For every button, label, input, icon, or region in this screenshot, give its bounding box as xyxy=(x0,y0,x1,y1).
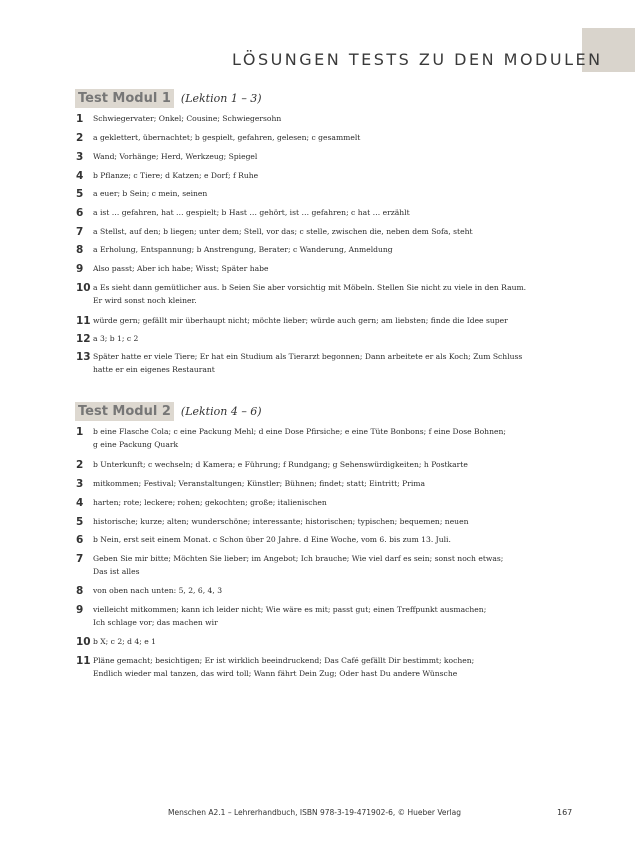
answer-text: b Pflanze; c Tiere; d Katzen; e Dorf; f Ruhe xyxy=(93,171,259,180)
answer-item xyxy=(76,533,556,546)
answer-text: b Nein, erst seit einem Monat. c Schon über 20 Jahre. d Eine Woche, vom 6. bis zum 13. Juli. xyxy=(93,535,451,544)
answer-text: Wand; Vorhänge; Herd, Werkzeug; Spiegel xyxy=(93,152,258,161)
answer-text: historische; kurze; alten; wunderschöne; interessante; historischen; typischen; bequemen; neuen xyxy=(93,517,469,526)
answer-text: b eine Flasche Cola; c eine Packung Mehl; d eine Dose Pfirsiche; e eine Tüte Bonbons; f eine Dose Bohnen; g eine Packung Quark xyxy=(93,427,506,449)
answer-item xyxy=(76,477,556,490)
answer-item xyxy=(76,458,556,471)
answer-item xyxy=(76,425,556,451)
answer-item xyxy=(76,187,556,200)
answer-item xyxy=(76,112,556,125)
answer-number: 3 xyxy=(76,151,84,163)
answer-text: b Unterkunft; c wechseln; d Kamera; e Führung; f Rundgang; g Sehenswürdigkeiten; h Postkarte xyxy=(93,460,468,469)
answer-number: 9 xyxy=(76,263,84,275)
answer-number: 1 xyxy=(76,426,84,438)
answer-text: Also passt; Aber ich habe; Wisst; Später habe xyxy=(93,264,269,273)
answer-number: 7 xyxy=(76,553,84,565)
answer-item xyxy=(76,169,556,182)
module-lessons: (Lektion 1 – 3) xyxy=(180,92,262,105)
answer-item xyxy=(76,584,556,597)
answer-number: 5 xyxy=(76,516,84,528)
answer-item xyxy=(76,496,556,509)
answer-item xyxy=(76,262,556,275)
answer-text: a ist … gefahren, hat … gespielt; b Hast … gehört, ist … gefahren; c hat … erzählt xyxy=(93,208,410,217)
answer-number: 12 xyxy=(76,333,91,345)
answer-text: würde gern; gefällt mir überhaupt nicht; möchte lieber; würde auch gern; am liebsten; finde die Idee super xyxy=(93,316,508,325)
answer-item xyxy=(76,635,556,648)
answer-item xyxy=(76,150,556,163)
answer-number: 8 xyxy=(76,244,84,256)
answer-text: a Es sieht dann gemütlicher aus. b Seien Sie aber vorsichtig mit Möbeln. Stellen Sie nicht zu viele in den Raum. Er wird sonst noch kleiner. xyxy=(93,283,527,305)
answer-text: Geben Sie mir bitte; Möchten Sie lieber; im Angebot; Ich brauche; Wie viel darf es sein; sonst noch etwas; Das ist alles xyxy=(93,554,504,576)
answer-text: a geklettert, übernachtet; b gespielt, gefahren, gelesen; c gesammelt xyxy=(93,133,361,142)
answer-item xyxy=(76,332,556,345)
answer-number: 2 xyxy=(76,132,84,144)
module-lessons: (Lektion 4 – 6) xyxy=(180,405,262,418)
answer-number: 1 xyxy=(76,113,84,125)
answer-text: b X; c 2; d 4; e 1 xyxy=(93,637,156,646)
answer-number: 10 xyxy=(76,636,91,648)
module-label: Test Modul 1 xyxy=(75,89,174,108)
answer-text: Schwiegervater; Onkel; Cousine; Schwiegersohn xyxy=(93,114,282,123)
answer-number: 6 xyxy=(76,207,84,219)
answer-item xyxy=(76,131,556,144)
module-heading-1 xyxy=(75,89,262,108)
page-title: LÖSUNGEN TESTS ZU DEN MODULEN xyxy=(232,50,603,69)
answer-item xyxy=(76,243,556,256)
answer-number: 13 xyxy=(76,351,91,363)
answer-text: von oben nach unten: 5, 2, 6, 4, 3 xyxy=(93,586,223,595)
answer-item xyxy=(76,281,556,307)
footer-citation: Menschen A2.1 – Lehrerhandbuch, ISBN 978-3-19-471902-6, © Hueber Verlag xyxy=(168,808,462,817)
answer-text: vielleicht mitkommen; kann ich leider nicht; Wie wäre es mit; passt gut; einen Treffpunkt ausmachen; Ich schlage vor; das machen wir xyxy=(93,605,487,627)
answer-item xyxy=(76,552,556,578)
answer-item xyxy=(76,350,556,376)
answer-number: 4 xyxy=(76,170,84,182)
answer-item xyxy=(76,515,556,528)
answer-number: 7 xyxy=(76,226,84,238)
answer-number: 9 xyxy=(76,604,84,616)
answer-text: a Stellst, auf den; b liegen; unter dem; Stell, vor das; c stelle, zwischen die, neben dem Sofa, steht xyxy=(93,227,473,236)
answer-text: Pläne gemacht; besichtigen; Er ist wirklich beeindruckend; Das Café gefällt Dir bestimmt; kochen; Endlich wieder mal tanzen, das wird toll; Wann fährt Dein Zug; Oder hast Du andere Wünsche xyxy=(93,656,475,678)
answer-number: 10 xyxy=(76,282,91,294)
answer-text: mitkommen; Festival; Veranstaltungen; Künstler; Bühnen; findet; statt; Eintritt; Prima xyxy=(93,479,426,488)
answer-number: 4 xyxy=(76,497,84,509)
answer-number: 11 xyxy=(76,655,91,667)
answer-item xyxy=(76,206,556,219)
answer-text: Später hatte er viele Tiere; Er hat ein Studium als Tierarzt begonnen; Dann arbeitete er als Koch; Zum Schluss hatte er ein eigenes Restaurant xyxy=(93,352,523,374)
answer-item xyxy=(76,225,556,238)
answer-item xyxy=(76,314,556,327)
answer-number: 2 xyxy=(76,459,84,471)
module-heading-2 xyxy=(75,402,262,421)
page-number: 167 xyxy=(557,808,573,817)
answer-number: 11 xyxy=(76,315,91,327)
answer-text: a euer; b Sein; c mein, seinen xyxy=(93,189,208,198)
answer-number: 8 xyxy=(76,585,84,597)
answer-item xyxy=(76,603,556,629)
answer-text: harten; rote; leckere; rohen; gekochten; große; italienischen xyxy=(93,498,327,507)
answer-item xyxy=(76,654,556,680)
answer-text: a Erholung, Entspannung; b Anstrengung, Berater; c Wanderung, Anmeldung xyxy=(93,245,393,254)
module-label: Test Modul 2 xyxy=(75,402,174,421)
answer-number: 3 xyxy=(76,478,84,490)
answer-number: 5 xyxy=(76,188,84,200)
answer-text: a 3; b 1; c 2 xyxy=(93,334,139,343)
answer-number: 6 xyxy=(76,534,84,546)
